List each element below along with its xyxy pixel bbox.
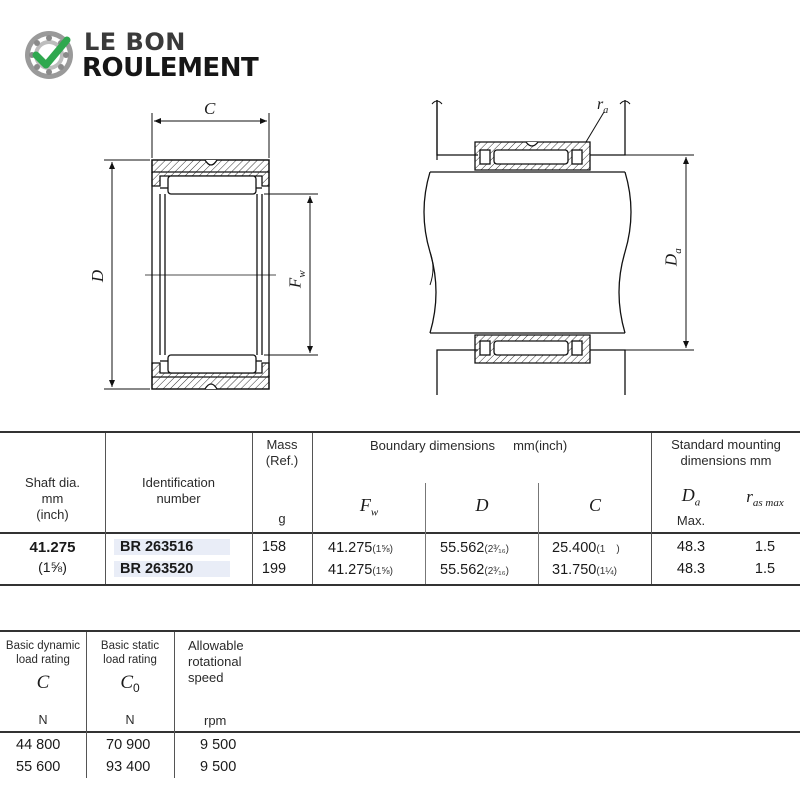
speed-cell: 9 500	[200, 759, 237, 775]
ratings-table	[0, 630, 800, 780]
label-d: D	[88, 269, 108, 283]
dynamic-cell: 44 800	[16, 737, 61, 753]
shaft-value: 41.275	[29, 539, 76, 556]
header-da: $D_a$	[681, 485, 701, 509]
da-cell: 48.3	[676, 561, 706, 577]
header-dynamic: Basic dynamic load rating	[5, 640, 81, 666]
fw-cell: 41.275(1⅝)	[328, 540, 393, 556]
header-ras: $r_{as max}$	[746, 487, 784, 510]
logo-text-line2: ROULEMENT	[82, 53, 259, 83]
header-boundary: Boundary dimensions mm(inch)	[370, 438, 568, 453]
da-cell: 48.3	[676, 539, 706, 555]
header-dynamic-symbol: C	[36, 672, 50, 693]
label-da: $D_a$	[661, 248, 685, 267]
table-header-border	[0, 731, 800, 733]
mass-cell: 199	[261, 561, 287, 577]
header-d: D	[475, 495, 489, 515]
static-cell: 70 900	[106, 737, 151, 753]
dynamic-cell: 55 600	[16, 759, 61, 775]
header-mass: Mass (Ref.)	[265, 437, 299, 468]
id-cell: BR 263520	[114, 561, 230, 577]
table-bottom-border	[0, 584, 800, 586]
header-identification: Identification number	[142, 475, 215, 506]
header-static-unit: N	[125, 713, 135, 727]
d-cell: 55.562(2³⁄₁₆)	[440, 562, 509, 578]
logo-text-line1: LE BON	[84, 28, 186, 56]
header-shaft: Shaft dia. mm (inch)	[25, 475, 80, 522]
bearing-cross-section	[145, 160, 276, 389]
dimension-d	[104, 160, 150, 389]
header-speed: Allowable rotational speed	[188, 638, 244, 685]
header-speed-unit: rpm	[204, 713, 227, 728]
header-c: C	[588, 495, 601, 515]
header-dynamic-unit: N	[38, 713, 48, 727]
mounting-diagram	[424, 100, 631, 395]
table-top-border	[0, 630, 800, 632]
header-da-max: Max.	[676, 513, 706, 528]
dimensions-table	[0, 431, 800, 589]
dimension-c	[152, 113, 269, 158]
table-header-border	[0, 532, 800, 534]
label-c: C	[204, 99, 216, 118]
fw-cell: 41.275(1⅝)	[328, 562, 393, 578]
c-cell: 25.400(1 )	[552, 540, 620, 556]
c-cell: 31.750(1¼)	[552, 562, 617, 578]
ras-cell: 1.5	[754, 539, 776, 555]
id-cell: BR 263516	[114, 539, 230, 555]
table-top-border	[0, 431, 800, 433]
col-divider	[174, 632, 175, 778]
header-mass-unit: g	[278, 511, 286, 526]
speed-cell: 9 500	[200, 737, 237, 753]
brand-logo	[22, 26, 302, 86]
bearing-check-icon	[22, 28, 76, 82]
header-static-symbol: $C_0$	[120, 672, 140, 696]
label-fw: $F_w$	[285, 270, 309, 289]
col-divider	[105, 433, 106, 584]
label-ra: $r_a$	[597, 96, 609, 117]
mass-cell: 158	[261, 539, 287, 555]
ras-cell: 1.5	[754, 561, 776, 577]
header-fw: $F_w$	[359, 495, 379, 519]
header-static: Basic static load rating	[100, 640, 160, 666]
static-cell: 93 400	[106, 759, 151, 775]
shaft-inch-value: (1⅝)	[38, 559, 67, 575]
d-cell: 55.562(2³⁄₁₆)	[440, 540, 509, 556]
header-standard: Standard mounting dimensions mm	[671, 437, 781, 468]
